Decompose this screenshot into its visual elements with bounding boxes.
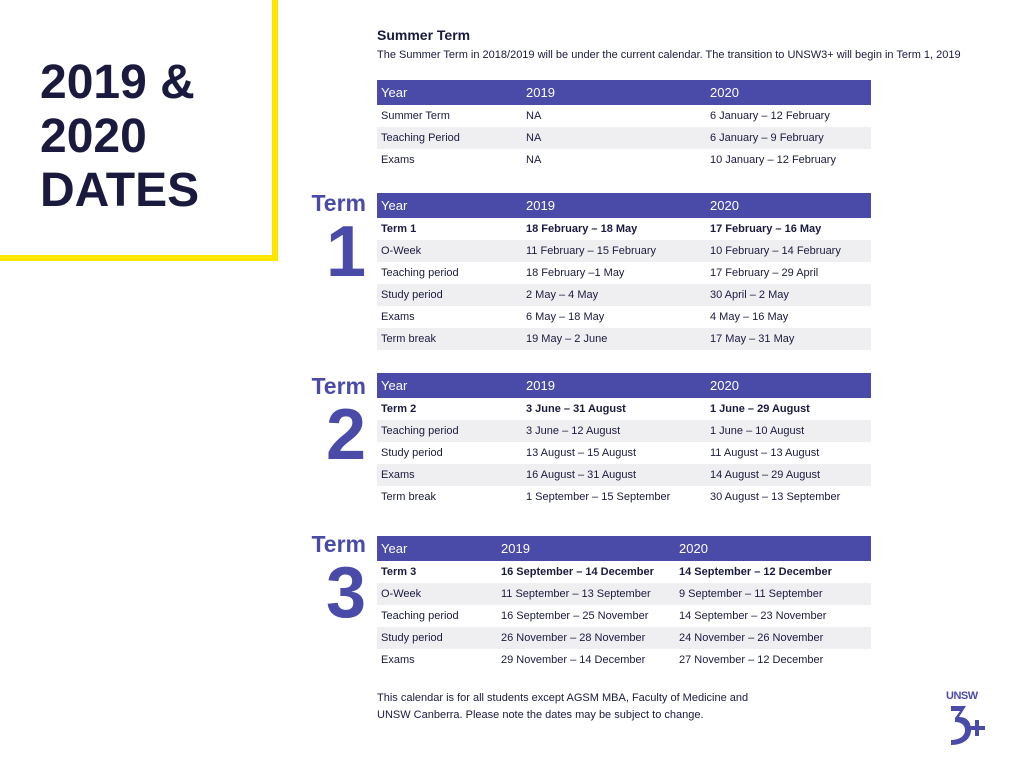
cell-label: O-Week — [377, 583, 497, 605]
header-2020: 2020 — [706, 193, 871, 218]
cell-2019: 18 February –1 May — [526, 267, 625, 279]
table-row — [377, 149, 871, 171]
cell-2020: 10 February – 14 February — [706, 240, 871, 262]
cell-label: O-Week — [377, 240, 522, 262]
table-row — [377, 218, 871, 240]
cell-2020: 14 September – 12 December — [679, 566, 832, 578]
table-row — [377, 442, 871, 464]
header-year: Year — [377, 373, 522, 398]
term-1-table — [377, 193, 871, 350]
table-header-row — [377, 536, 871, 561]
cell-label: Exams — [377, 464, 522, 486]
cell-2019: 16 September – 14 December — [501, 566, 654, 578]
cell-label: Term 3 — [381, 566, 417, 578]
header-2019: 2019 — [497, 536, 675, 561]
term-number: 2 — [325, 395, 366, 475]
footer-line-2: UNSW Canberra. Please note the dates may be subject to change. — [377, 709, 704, 721]
cell-2020: 30 August – 13 September — [710, 491, 841, 503]
cell-2019: NA — [522, 127, 706, 149]
table-header-row — [377, 373, 871, 398]
header-2019: 2019 — [522, 80, 706, 105]
cell-2020: 11 August – 13 August — [710, 447, 820, 459]
term-word: Term — [311, 531, 366, 557]
title-line-1: 2019 & — [40, 56, 195, 109]
term-3-label — [311, 531, 366, 633]
cell-2019: 19 May – 2 June — [522, 328, 706, 350]
cell-2019: 3 June – 31 August — [526, 403, 626, 415]
cell-label: Term 1 — [381, 223, 417, 235]
table-row — [377, 262, 871, 284]
header-year: Year — [377, 536, 497, 561]
cell-label: Teaching period — [381, 267, 459, 279]
logo-text: UNSW — [946, 690, 978, 702]
header-2020: 2020 — [706, 80, 871, 105]
summer-term-description: The Summer Term in 2018/2019 will be under the current calendar. The transition to UNSW3+ will begin in Term 1, 2019 — [377, 49, 961, 61]
term-3-table — [377, 536, 871, 671]
summer-term-heading: Summer Term — [377, 27, 471, 43]
cell-label: Exams — [381, 311, 415, 323]
footer-line-1: This calendar is for all students except AGSM MBA, Faculty of Medicine and — [377, 692, 749, 704]
cell-2020: 14 September – 23 November — [679, 610, 827, 622]
header-year: Year — [377, 193, 522, 218]
cell-2019: 11 February – 15 February — [522, 240, 706, 262]
cell-2019: 18 February – 18 May — [526, 223, 638, 235]
cell-2019: 11 September – 13 September — [497, 583, 675, 605]
term-word: Term — [311, 373, 366, 399]
table-row — [377, 306, 871, 328]
header-2019: 2019 — [522, 193, 706, 218]
cell-2019: 16 August – 31 August — [522, 464, 706, 486]
cell-label: Teaching period — [381, 610, 459, 622]
page-title — [40, 56, 270, 218]
table-row — [377, 486, 871, 508]
table-row — [377, 627, 871, 649]
table-row — [377, 240, 871, 262]
term-number: 3 — [325, 553, 366, 633]
unsw-logo — [946, 690, 1006, 750]
cell-2019: 1 September – 15 September — [526, 491, 671, 503]
header-2020: 2020 — [706, 373, 871, 398]
table-row — [377, 464, 871, 486]
table-header-row — [377, 193, 871, 218]
cell-label: Teaching period — [377, 420, 522, 442]
cell-label: Study period — [377, 627, 497, 649]
cell-2020: 17 February – 16 May — [710, 223, 822, 235]
table-row — [377, 398, 871, 420]
table-row — [377, 420, 871, 442]
cell-2020: 9 September – 11 September — [675, 583, 871, 605]
cell-2019: 2 May – 4 May — [522, 284, 706, 306]
cell-2020: 6 January – 9 February — [706, 127, 871, 149]
title-line-3: DATES — [40, 164, 200, 217]
cell-2020: 24 November – 26 November — [675, 627, 871, 649]
term-1-label — [311, 190, 366, 292]
cell-2019: 29 November – 14 December — [501, 654, 646, 666]
term-word: Term — [311, 190, 366, 216]
cell-label: Teaching Period — [377, 127, 522, 149]
cell-2019: 16 September – 25 November — [501, 610, 649, 622]
table-row — [377, 649, 871, 671]
cell-label: Term break — [377, 328, 522, 350]
table-row — [377, 105, 871, 127]
cell-label: Exams — [381, 654, 415, 666]
cell-2020: 6 January – 12 February — [710, 110, 830, 122]
cell-label: Summer Term — [381, 110, 450, 122]
cell-2020: 14 August – 29 August — [706, 464, 871, 486]
title-line-2: 2020 — [40, 110, 147, 163]
cell-label: Study period — [381, 447, 443, 459]
footer-note — [377, 690, 797, 724]
cell-2020: 27 November – 12 December — [679, 654, 824, 666]
cell-2020: 30 April – 2 May — [706, 284, 871, 306]
cell-2020: 4 May – 16 May — [710, 311, 789, 323]
table-row — [377, 284, 871, 306]
cell-2019: 6 May – 18 May — [526, 311, 605, 323]
cell-2019: NA — [526, 110, 542, 122]
table-row — [377, 605, 871, 627]
unsw-3plus-icon — [946, 690, 1006, 750]
cell-2019: 26 November – 28 November — [497, 627, 675, 649]
cell-2020: 1 June – 10 August — [706, 420, 871, 442]
table-header-row — [377, 80, 871, 105]
cell-2020: 1 June – 29 August — [710, 403, 810, 415]
cell-2020: 17 February – 29 April — [710, 267, 819, 279]
cell-2020: 17 May – 31 May — [706, 328, 871, 350]
cell-label: Exams — [381, 154, 415, 166]
cell-label: Term break — [381, 491, 437, 503]
table-row — [377, 328, 871, 350]
header-2020: 2020 — [675, 536, 871, 561]
cell-2019: 13 August – 15 August — [526, 447, 637, 459]
table-row — [377, 583, 871, 605]
cell-label: Term 2 — [381, 403, 417, 415]
term-2-table — [377, 373, 871, 508]
term-number: 1 — [325, 212, 366, 292]
header-2019: 2019 — [522, 373, 706, 398]
cell-label: Study period — [377, 284, 522, 306]
table-row — [377, 127, 871, 149]
summer-table — [377, 80, 871, 171]
table-row — [377, 561, 871, 583]
cell-2019: 3 June – 12 August — [522, 420, 706, 442]
cell-2019: NA — [526, 154, 542, 166]
cell-2020: 10 January – 12 February — [710, 154, 836, 166]
term-2-label — [311, 373, 366, 475]
header-year: Year — [377, 80, 522, 105]
